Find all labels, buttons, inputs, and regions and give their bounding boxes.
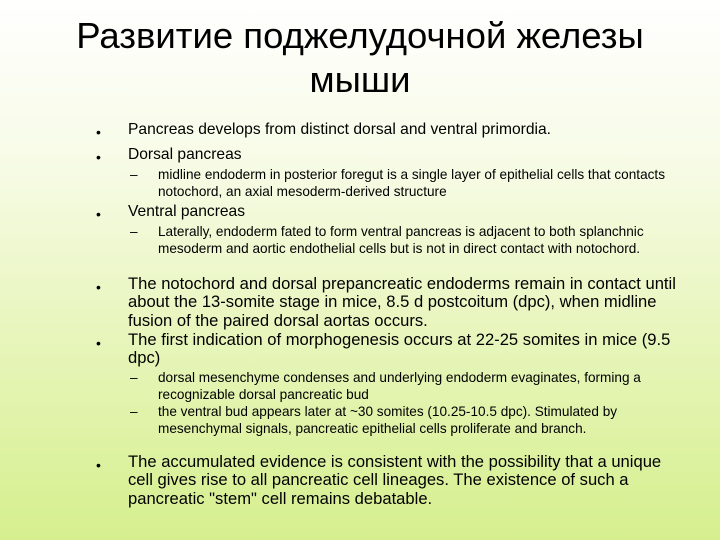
bullet-icon: • (96, 149, 101, 165)
dash-icon: – (130, 404, 138, 419)
bullet-icon: • (96, 124, 101, 140)
sub-item: dorsal mesenchyme condenses and underlying endoderm evaginates, forming a recognizable dorsal pancreatic bud (158, 370, 641, 402)
sub-item: midline endoderm in posterior foregut is a single layer of epithelial cells that contacts notochord, an axial mesoderm-derived structure (158, 167, 666, 199)
bullet-item: The accumulated evidence is consistent with the possibility that a unique cell gives rise to all pancreatic cell lineages. The existence of such a pancreatic "stem" cell remains debatable. (128, 452, 662, 508)
bullet-icon: • (96, 206, 101, 222)
dash-icon: – (130, 167, 138, 182)
slide-title-line2: мыши (309, 59, 411, 100)
sub-item: Laterally, endoderm fated to form ventral pancreas is adjacent to both splanchnic mesoderm and aortic endothelial cells but is not in direct contact with notochord. (158, 224, 644, 256)
dash-icon: – (130, 224, 138, 239)
sub-item: the ventral bud appears later at ~30 somites (10.25-10.5 dpc). Stimulated by mesenchymal signals, pancreatic epithelial cells proliferate and branch. (158, 404, 618, 436)
bullet-item: Ventral pancreas (128, 203, 246, 220)
bullet-icon: • (96, 279, 101, 295)
bullet-item: Dorsal pancreas (128, 146, 242, 163)
bullet-item: The first indication of morphogenesis occurs at 22-25 somites in mice (9.5 dpc) (128, 330, 671, 368)
dash-icon: – (130, 370, 138, 385)
bullet-item: Pancreas develops from distinct dorsal and ventral primordia. (128, 121, 551, 138)
bullet-icon: • (96, 457, 101, 473)
bullet-item: The notochord and dorsal prepancreatic endoderms remain in contact until about the 13-somite stage in mice, 8.5 d postcoitum (dpc), when midline fusion of the paired dorsal aortas occurs. (128, 274, 676, 330)
slide-title-line1: Развитие поджелудочной железы (76, 15, 644, 56)
bullet-icon: • (96, 335, 101, 351)
